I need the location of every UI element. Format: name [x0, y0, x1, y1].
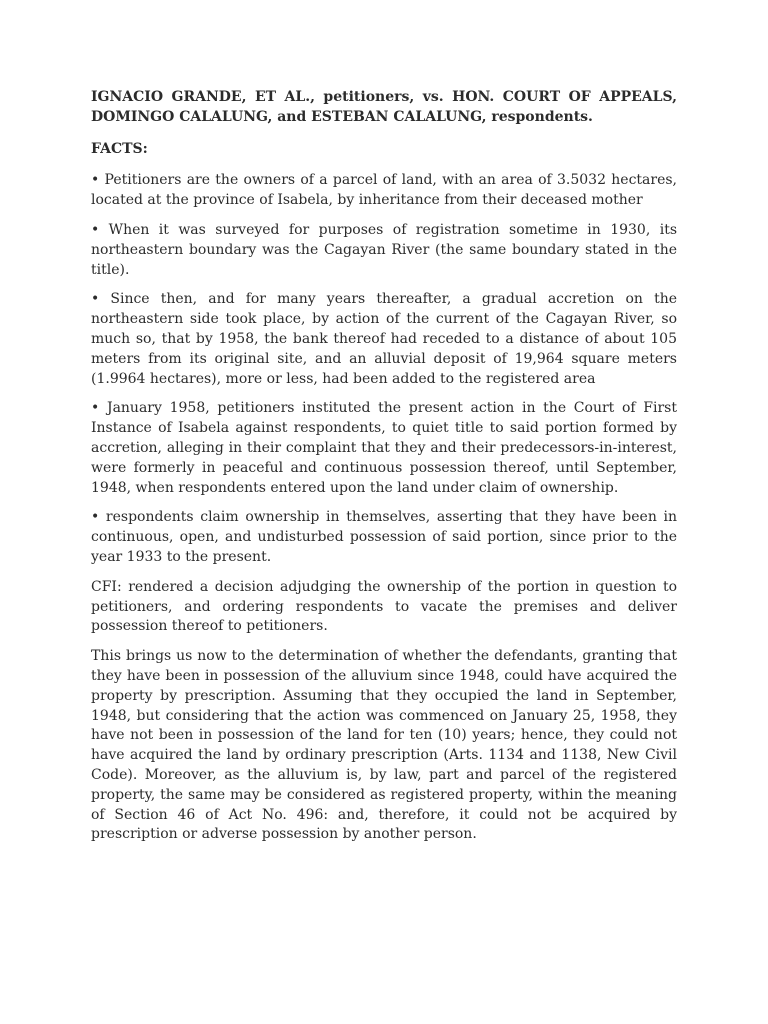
fact-item: • January 1958, petitioners instituted the present action in the Court of First Instance of Isabela against respondents, to quiet title to said portion formed by accretion, alleging in their complaint that they and their predecessors-in-interest, were formerly in peaceful and continuous possession thereof, until September, 1948, when respondents entered upon the land under claim of ownership. — [91, 400, 677, 496]
fact-item: • respondents claim ownership in themselves, asserting that they have been in continuous, open, and undisturbed possession of said portion, since prior to the year 1933 to the present. — [91, 509, 677, 565]
analysis-paragraph: This brings us now to the determination of whether the defendants, granting that they have been in possession of the alluvium since 1948, could have acquired the property by prescription. Assuming that they occupied the land in September, 1948, but considering that the action was commenced on January 25, 1958, they have not been in possession of the land for ten (10) years; hence, they could not have acquired the land by ordinary prescription (Arts. 1134 and 1138, New Civil Code). Moreover, as the alluvium is, by law, part and parcel of the registered property, the same may be considered as registered property, within the meaning of Section 46 of Act No. 496: and, therefore, it could not be acquired by prescription or adverse possession by another person. — [91, 648, 677, 843]
fact-item: • Since then, and for many years thereafter, a gradual accretion on the northeastern side took place, by action of the current of the Cagayan River, so much so, that by 1958, the bank thereof had receded to a distance of about 105 meters from its original site, and an alluvial deposit of 19,964 square meters (1.9964 hectares), more or less, had been added to the registered area — [91, 291, 677, 387]
fact-item: • Petitioners are the owners of a parcel of land, with an area of 3.5032 hectares, located at the province of Isabela, by inheritance from their deceased mother — [91, 172, 677, 209]
fact-item: • When it was surveyed for purposes of registration sometime in 1930, its northeastern boundary was the Cagayan River (the same boundary stated in the title). — [91, 221, 677, 278]
facts-heading: FACTS: — [91, 140, 148, 157]
document-page — [91, 88, 677, 855]
cfi-ruling: CFI: rendered a decision adjudging the ownership of the portion in question to petitioners, and ordering respondents to vacate the premises and deliver possession thereof to petitioners. — [91, 578, 677, 635]
case-title: IGNACIO GRANDE, ET AL., petitioners, vs. HON. COURT OF APPEALS, DOMINGO CALALUNG, and ESTEBAN CALALUNG, respondents. — [91, 89, 677, 125]
